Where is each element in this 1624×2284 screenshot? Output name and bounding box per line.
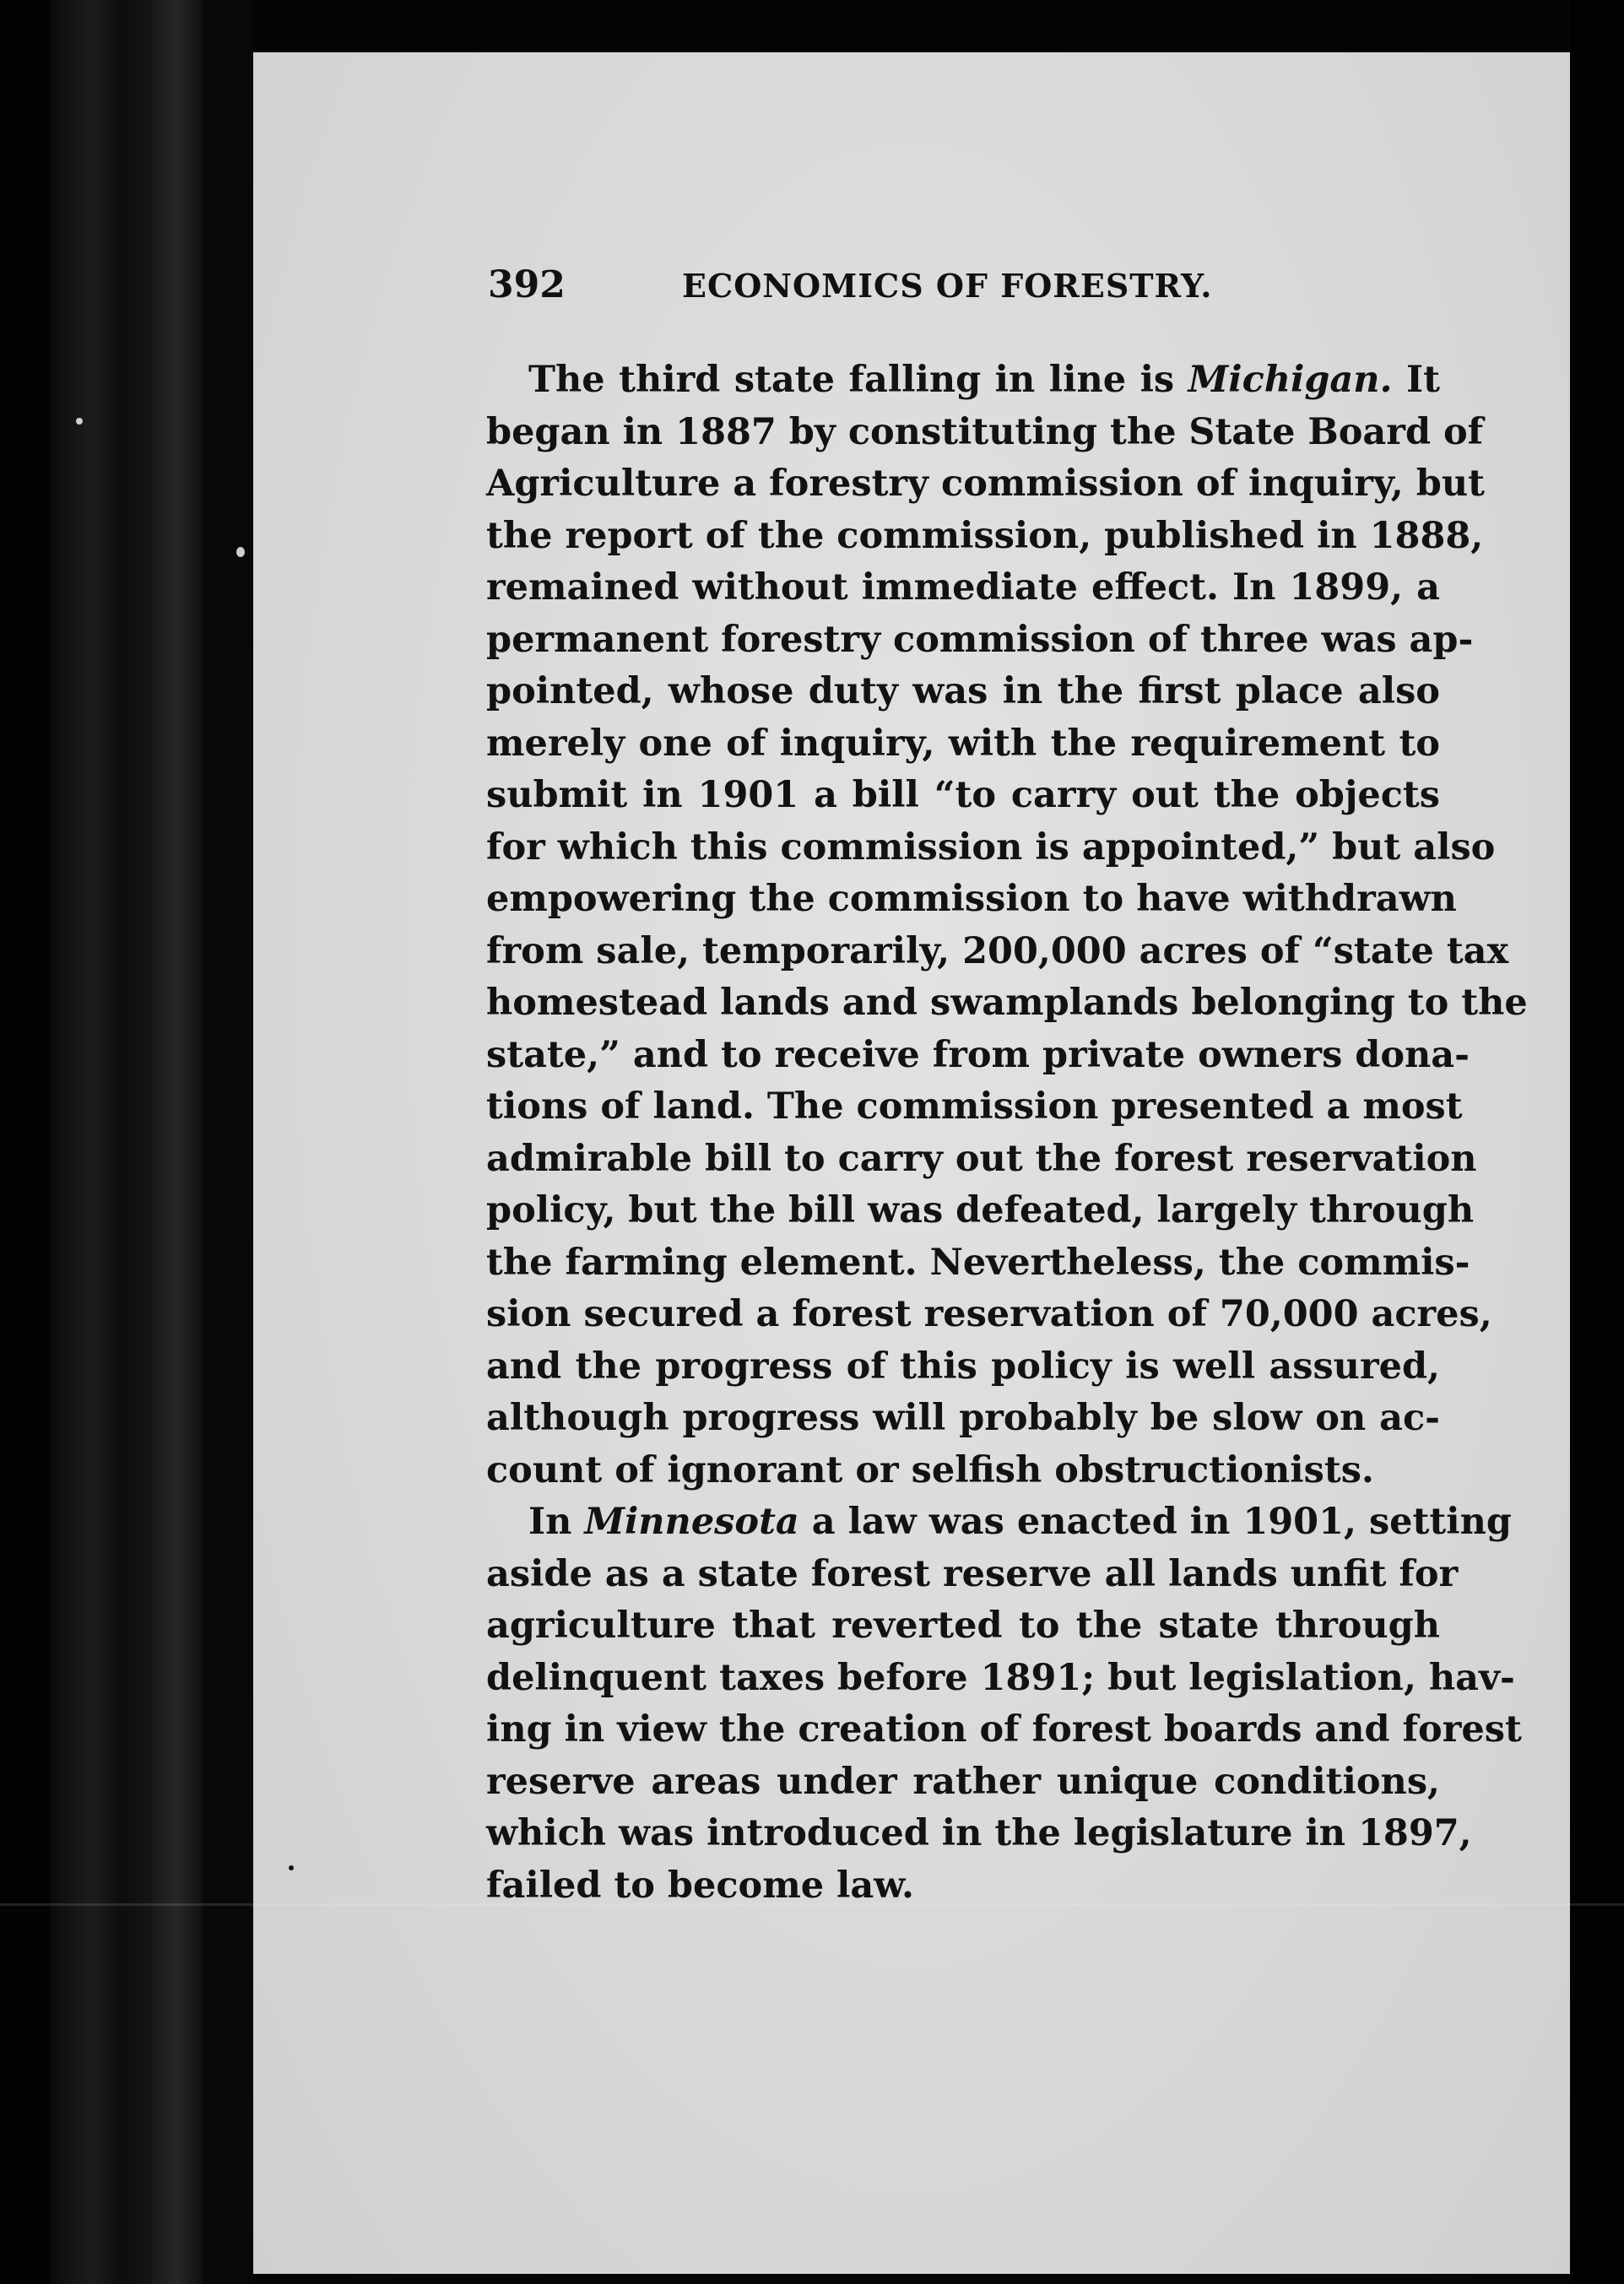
text-line: ing in view the creation of forest boards and forest xyxy=(486,1708,1522,1751)
text-line: which was introduced in the legislature in 1897, xyxy=(486,1812,1472,1854)
text-line: tions of land. The commission presented a most xyxy=(486,1085,1463,1128)
text-line: from sale, temporarily, 200,000 acres of “state tax xyxy=(486,929,1509,972)
text-line: submit in 1901 a bill “to carry out the objects xyxy=(486,774,1440,816)
page-stack-edge xyxy=(152,0,203,2284)
text-line: sion secured a forest reservation of 70,000 acres, xyxy=(486,1293,1492,1335)
text-line: failed to become law. xyxy=(486,1864,914,1907)
book-spine-edge xyxy=(51,0,152,2284)
text-line: policy, but the bill was defeated, largely through xyxy=(486,1189,1475,1231)
page-header xyxy=(488,263,1459,322)
text-line: merely one of inquiry, with the requirement to xyxy=(486,722,1440,765)
text-line: the report of the commission, published in 1888, xyxy=(486,514,1484,557)
page-number: 392 xyxy=(488,263,566,306)
italic-state-name: Michigan. xyxy=(1188,359,1393,401)
dust-speck xyxy=(76,418,83,425)
book-edge-shadow xyxy=(0,0,51,2284)
text-line: began in 1887 by constituting the State Board of xyxy=(486,410,1484,453)
text-line: delinquent taxes before 1891; but legislation, hav- xyxy=(486,1656,1515,1699)
body-text xyxy=(486,355,1528,1912)
text-line: the farming element. Nevertheless, the commis- xyxy=(486,1241,1470,1284)
paragraph-michigan xyxy=(486,355,1528,1497)
italic-state-name: Minnesota xyxy=(584,1501,799,1543)
text-line: aside as a state forest reserve all lands unfit for xyxy=(486,1552,1459,1595)
text-line: agriculture that reverted to the state through xyxy=(486,1605,1440,1647)
text-line: pointed, whose duty was in the first place also xyxy=(486,670,1440,712)
text-line: In Minnesota a law was enacted in 1901, setting xyxy=(528,1501,1512,1543)
text-line: remained without immediate effect. In 1899, a xyxy=(486,566,1440,609)
text-line: for which this commission is appointed,” but also xyxy=(486,825,1496,869)
text-line: count of ignorant or selfish obstructionists. xyxy=(486,1448,1374,1491)
text-line: although progress will probably be slow on ac- xyxy=(486,1397,1440,1439)
text-line: reserve areas under rather unique conditions, xyxy=(486,1760,1440,1803)
page-gutter xyxy=(203,0,253,2284)
text-line: The third state falling in line is Michigan. It xyxy=(528,359,1440,401)
text-line: empowering the commission to have withdrawn xyxy=(486,878,1457,920)
paragraph-minnesota xyxy=(486,1497,1522,1912)
text-line: state,” and to receive from private owners dona- xyxy=(486,1033,1470,1076)
text-line: Agriculture a forestry commission of inquiry, but xyxy=(486,463,1485,505)
running-title: ECONOMICS OF FORESTRY. xyxy=(682,267,1213,305)
text-line: homestead lands and swamplands belonging to the xyxy=(486,982,1528,1024)
dust-speck xyxy=(289,1865,294,1870)
right-border xyxy=(1570,0,1624,2284)
text-line: admirable bill to carry out the forest reservation xyxy=(486,1137,1477,1180)
text-line: permanent forestry commission of three was ap- xyxy=(486,618,1474,661)
text-line: and the progress of this policy is well assured, xyxy=(486,1345,1440,1388)
dust-speck xyxy=(236,547,245,557)
